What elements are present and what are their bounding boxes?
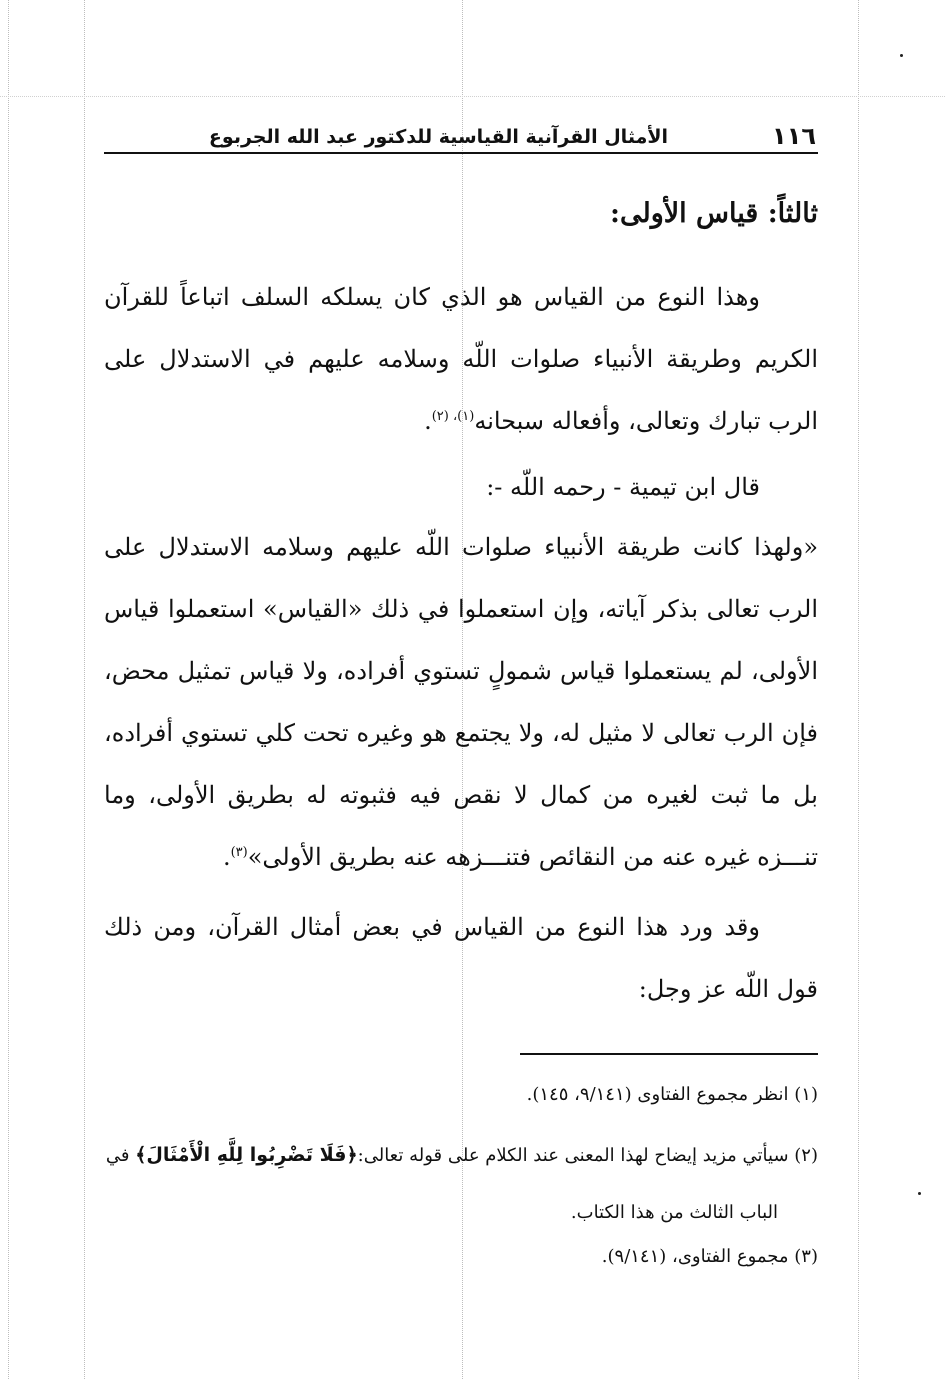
quotation: [104, 516, 818, 888]
quotation-text: «ولهذا كانت طريقة الأنبياء صلوات اللّه عليهم وسلامه الاستدلال على الرب تعالى بذكر آياته، وإن استعملوا في ذلك «القياس» استعملوا قياس الأولى، لم يستعملوا قياس شمولٍ تستوي أفراده، ولا قياس تمثيل محض، فإن الرب تعالى لا مثيل له، ولا يجتمع هو وغيره تحت كلي تستوي أفراده، بل ما ثبت لغيره من كمال لا نقص فيه فثبوته له بطريق الأولى، وما تنـــزه غيره عنه من النقائص فتنـــزهه عنه بطريق الأولى»: [104, 533, 819, 871]
punctuation: .: [424, 407, 432, 435]
footnote-separator: [520, 1053, 818, 1055]
paragraph: [104, 266, 818, 452]
footnote-ref[interactable]: (١)، (٢): [431, 409, 475, 424]
scan-speck: [918, 1192, 921, 1195]
running-title: الأمثال القرآنية القياسية للدكتور عبد الله الجربوع: [208, 126, 668, 148]
footnote-2: [104, 1140, 818, 1171]
page-header: [104, 118, 818, 154]
paragraph-text: وهذا النوع من القياس هو الذي كان يسلكه السلف اتباعاً للقرآن الكريم وطريقة الأنبياء صلوات اللّه وسلامه عليهم في الاستدلال على الرب تبارك وتعالى، وأفعاله سبحانه: [104, 283, 818, 435]
scan-guide-line: [84, 0, 85, 1379]
scan-guide-line: [0, 96, 945, 97]
footnote-3: (٣) مجموع الفتاوى، (٩/١٤١).: [601, 1246, 818, 1267]
footnote-text: في: [105, 1145, 136, 1166]
quote-intro: قال ابن تيمية - رحمه اللّه -:: [486, 473, 760, 501]
scan-guide-line: [858, 0, 859, 1379]
book-page: [104, 118, 819, 1267]
footnote-ref[interactable]: (٣): [230, 845, 248, 860]
page-number: ١١٦: [772, 122, 816, 150]
quran-verse: ﴿فَلَا تَضْرِبُوا لِلَّهِ الْأَمْثَالَ﴾: [135, 1144, 358, 1166]
footnote-1: (١) انظر مجموع الفتاوى (٩/١٤١، ١٤٥).: [526, 1084, 818, 1105]
footnote-2-continuation: الباب الثالث من هذا الكتاب.: [570, 1202, 778, 1223]
scan-speck: [900, 54, 903, 57]
scan-guide-line: [8, 0, 9, 1379]
section-title: ثالثاً: قياس الأولى:: [610, 198, 818, 229]
footnote-text: (٢) سيأتي مزيد إيضاح لهذا المعنى عند الكلام على قوله تعالى:: [357, 1145, 818, 1166]
punctuation: .: [222, 843, 231, 871]
paragraph: وقد ورد هذا النوع من القياس في بعض أمثال القرآن، ومن ذلك قول اللّه عز وجل:: [104, 913, 818, 1003]
